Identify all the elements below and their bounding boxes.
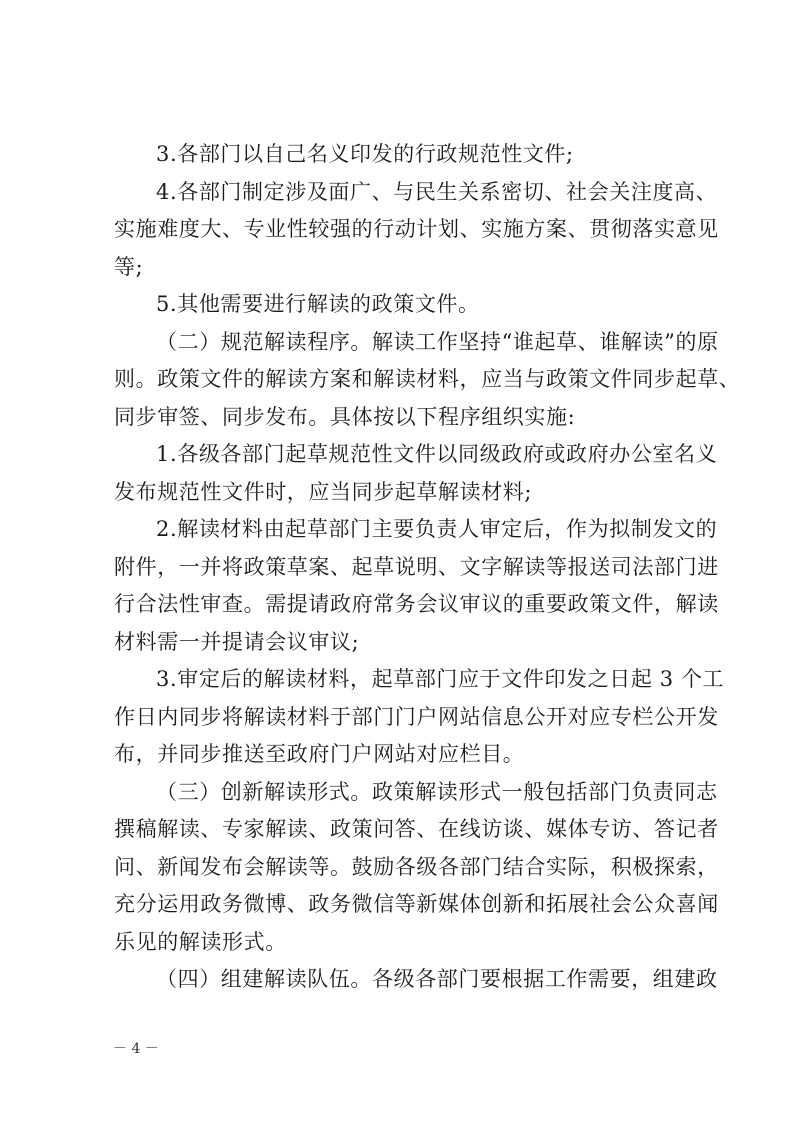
text-line: （二）规范解读程序。解读工作坚持“谁起草、谁解读”的原: [156, 329, 719, 354]
paragraph-item-3: [114, 136, 686, 174]
paragraph-step-2: [114, 511, 719, 661]
text-line: 4.各部门制定涉及面广、与民生关系密切、社会关注度高、: [156, 179, 718, 204]
text-line: 等;: [114, 254, 144, 279]
text-line: 布，并同步推送至政府门户网站对应栏目。: [114, 742, 525, 766]
paragraph-item-5: [114, 286, 686, 324]
text-line: 实施难度大、专业性较强的行动计划、实施方案、贯彻落实意见: [114, 217, 719, 241]
paragraph-item-4: [114, 174, 719, 287]
text-line: 1.各级各部门起草规范性文件以同级政府或政府办公室名义: [156, 442, 718, 466]
document-body: [114, 136, 741, 999]
text-line: 则。政策文件的解读方案和解读材料，应当与政策文件同步起草、: [114, 367, 741, 391]
text-line: 同步审签、同步发布。具体按以下程序组织实施:: [114, 404, 576, 429]
text-line: 材料需一并提请会议审议;: [114, 629, 360, 654]
text-line: 充分运用政务微博、政务微信等新媒体创新和拓展社会公众喜闻: [114, 892, 719, 916]
text-line: 发布规范性文件时，应当同步起草解读材料;: [114, 479, 533, 504]
paragraph-section-2: [114, 324, 741, 437]
text-line: 3.各部门以自己名义印发的行政规范性文件;: [156, 142, 574, 166]
text-line: 作日内同步将解读材料于部门门户网站信息公开对应专栏公开发: [114, 704, 719, 729]
text-line: （四）组建解读队伍。各级各部门要根据工作需要，组建政: [156, 967, 718, 991]
text-line: 3.审定后的解读材料，起草部门应于文件印发之日起 3 个工: [156, 667, 725, 691]
text-line: 2.解读材料由起草部门主要负责人审定后，作为拟制发文的: [156, 517, 718, 541]
text-line: 乐见的解读形式。: [114, 929, 287, 954]
text-line: 附件，一并将政策草案、起草说明、文字解读等报送司法部门进: [114, 554, 719, 579]
page-number: － 4 －: [113, 1041, 159, 1057]
text-line: （三）创新解读形式。政策解读形式一般包括部门负责同志: [156, 779, 718, 804]
paragraph-step-1: [114, 436, 718, 511]
text-line: 5.其他需要进行解读的政策文件。: [156, 292, 480, 316]
paragraph-section-3: [114, 774, 719, 962]
text-line: 撰稿解读、专家解读、政策问答、在线访谈、媒体专访、答记者: [114, 817, 719, 841]
text-line: 问、新闻发布会解读等。鼓励各级各部门结合实际，积极探索，: [114, 854, 719, 879]
paragraph-step-3: [114, 661, 725, 774]
text-line: 行合法性审查。需提请政府常务会议审议的重要政策文件，解读: [114, 592, 719, 616]
paragraph-section-4: [114, 961, 718, 999]
